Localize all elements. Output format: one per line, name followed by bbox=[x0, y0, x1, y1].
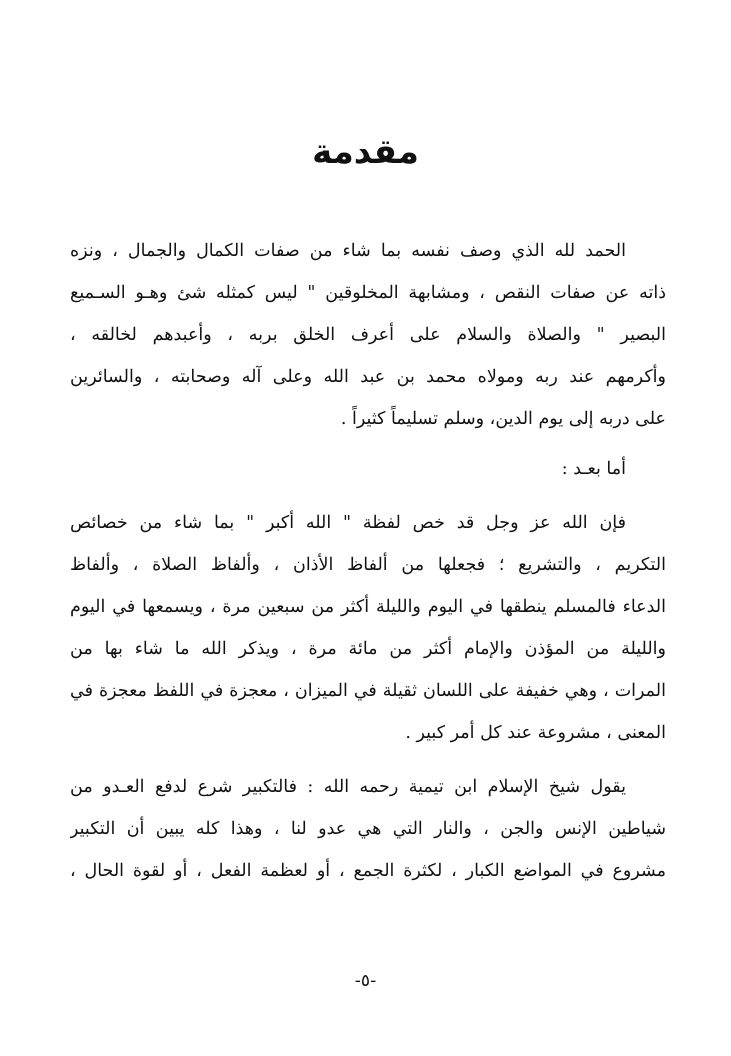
text-line: المعنى ، مشروعة عند كل أمر كبير . bbox=[405, 723, 666, 743]
text-line: أما بعـد : bbox=[561, 459, 626, 479]
text-line: يقول شيخ الإسلام ابن تيمية رحمه الله : فالتكبير شرع لدفع العـدو من bbox=[70, 777, 626, 797]
text-line: البصير " والصلاة والسلام على أعرف الخلق بربه ، وأعبدهم لخالقه ، bbox=[70, 325, 666, 345]
text-line: مشروع في المواضع الكبار ، لكثرة الجمع ، أو لعظمة الفعل ، أو لقوة الحال ، bbox=[70, 861, 666, 881]
text-line: شياطين الإنس والجن ، والنار التي هي عدو لنا ، وهذا كله يبين أن التكبير bbox=[70, 819, 666, 839]
text-line: على دربه إلى يوم الدين، وسلم تسليماً كثيراً . bbox=[340, 409, 666, 429]
text-line: ذاته عن صفات النقص ، ومشابهة المخلوقين " ليس كمثله شئ وهـو السـميع bbox=[70, 283, 666, 303]
paragraph-introduction bbox=[70, 230, 666, 440]
page-title: مقدمة bbox=[312, 132, 419, 172]
paragraph-spacer bbox=[70, 490, 666, 502]
paragraph-amma-bad bbox=[70, 448, 666, 490]
paragraph-spacer bbox=[70, 754, 666, 766]
text-line: الدعاء فالمسلم ينطقها في اليوم والليلة أكثر من سبعين مرة ، ويسمعها في اليوم bbox=[70, 597, 666, 617]
page-number: -٥- bbox=[354, 971, 377, 991]
paragraph-ibn-taymiyyah bbox=[70, 766, 666, 892]
text-line: وأكرمهم عند ربه ومولاه محمد بن عبد الله وعلى آله وصحابته ، والسائرين bbox=[70, 367, 666, 387]
text-line: التكريم ، والتشريع ؛ فجعلها من ألفاظ الأذان ، وألفاظ الصلاة ، وألفاظ bbox=[70, 555, 666, 575]
body-text bbox=[70, 230, 666, 892]
text-line: فإن الله عز وجل قد خص لفظة " الله أكبر " بما شاء من خصائص bbox=[70, 513, 626, 533]
text-line: المرات ، وهي خفيفة على اللسان ثقيلة في الميزان ، معجزة في اللفظ معجزة في bbox=[70, 681, 666, 701]
paragraph-spacer bbox=[70, 440, 666, 448]
paragraph-takbir bbox=[70, 502, 666, 754]
text-line: والليلة من المؤذن والإمام أكثر من مائة مرة ، ويذكر الله ما شاء بها من bbox=[70, 639, 666, 659]
text-line: الحمد لله الذي وصف نفسه بما شاء من صفات الكمال والجمال ، ونزه bbox=[70, 241, 626, 261]
